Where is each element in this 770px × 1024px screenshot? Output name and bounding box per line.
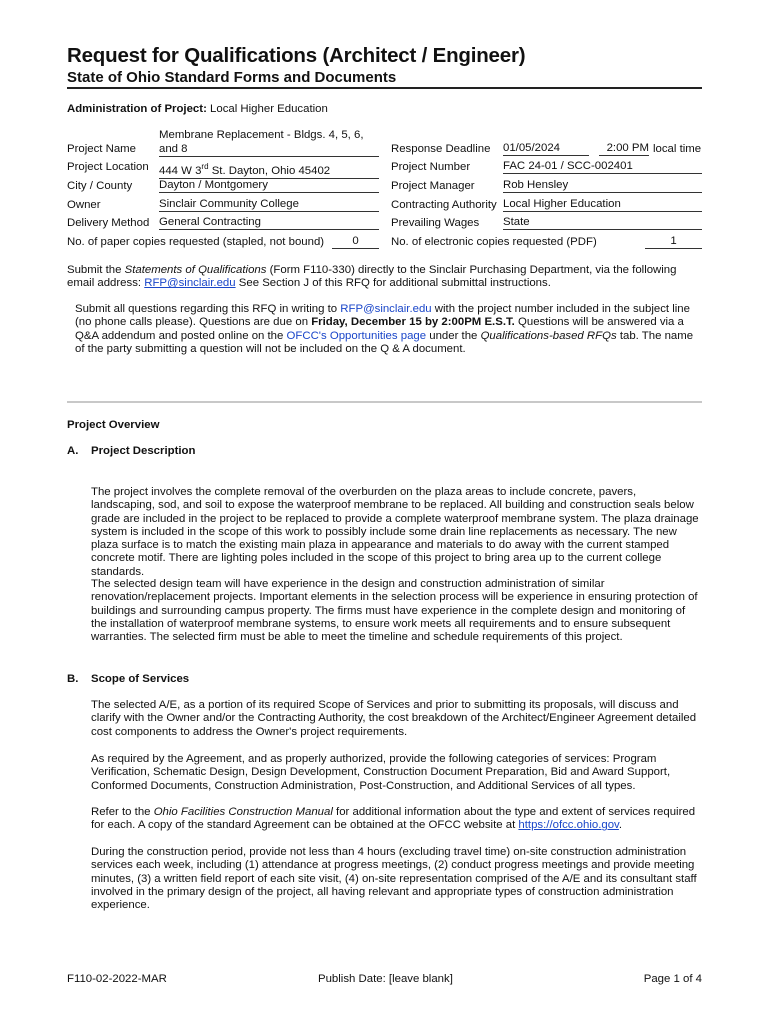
footer-publish-date: Publish Date: [leave blank]	[318, 973, 453, 985]
project-name-line1: Membrane Replacement - Bldgs. 4, 5, 6,	[159, 129, 364, 141]
project-overview-heading: Project Overview	[67, 419, 160, 431]
delivery-method-field: General Contracting	[159, 216, 379, 230]
questions-text: of the party submitting a question will not be included on the Q & A document.	[75, 342, 466, 355]
electronic-copies-field: 1	[645, 235, 702, 249]
section-b-title: Scope of Services	[91, 673, 190, 685]
submit-text: (Form F110-330) directly to the Sinclair Purchasing Department, via the following	[266, 264, 677, 276]
questions-email-link[interactable]: RFP@sinclair.edu	[340, 303, 432, 315]
project-location-field	[159, 160, 379, 179]
submit-text: Submit the	[67, 264, 125, 276]
project-name-field	[159, 129, 379, 157]
project-description-paragraph-1: The project involves the complete removal of the overburden on the plaza areas to include concrete, pavers, landscaping, sod, and soil to expose the waterproof membrane to be replaced. All building and construction seals below grade are included in the project to be replaced to provide a complete waterproof membrane system. The plaza drainage system is included in the scope of this work to possibly include some drain line replacements as necessary. The new plaza surface is to match the existing main plaza in appearance and materials to do away with the current stamped concrete motif. There are lighting poles included in the scope of this project to bring area up to the current college standards.	[91, 486, 699, 578]
project-location-label: Project Location	[67, 161, 149, 173]
project-description-paragraph-2: The selected design team will have experience in the design and construction administration of similar renovation/replacement projects. Important elements in the selection process will be experience in ensuring protection of buildings and surrounding campus property. The firms must have experience in the complete design and monitoring of the installation of waterproof membrane systems, to ensure work meets all requirements and to ensure subsequent warranties. The selected firm must be able to meet the timeline and schedule requirements of this project.	[91, 578, 698, 644]
scope-paragraph-3	[91, 806, 703, 833]
rfq-tab-name: Qualifications-based RFQs	[480, 329, 617, 342]
owner-label: Owner	[67, 199, 101, 211]
questions-text: tab. The name	[616, 329, 694, 342]
project-location-pre: 444 W 3	[159, 164, 202, 177]
scope-paragraph-2: As required by the Agreement, and as properly authorized, provide the following categories of services: Program Verification, Schematic Design, Design Development, Construction Document Preparation, Bid and Award Support, Conformed Documents, Construction Administration, Post-Construction, and Additional Services of all types.	[91, 753, 671, 792]
delivery-method-label: Delivery Method	[67, 217, 150, 229]
ofcc-website-link[interactable]: https://ofcc.ohio.gov	[518, 819, 619, 832]
administration-label: Administration of Project:	[67, 103, 207, 115]
project-location-sup: rd	[201, 162, 209, 171]
scope-text: for additional information about the type and extent of services required for each. A copy of the standard Agreement can be obtained at the OFCC website at	[91, 806, 696, 832]
questions-text: Submit all questions regarding this RFQ in writing to	[75, 303, 341, 315]
scope-text: .	[618, 819, 623, 832]
project-manager-field: Rob Hensley	[503, 179, 702, 193]
response-deadline-label: Response Deadline	[391, 143, 491, 155]
response-time-field: 2:00 PM	[599, 142, 649, 156]
submission-email-link[interactable]: RFP@sinclair.edu	[144, 277, 236, 290]
contracting-authority-field: Local Higher Education	[503, 198, 702, 212]
owner-field: Sinclair Community College	[159, 198, 379, 212]
submit-text: email address:	[67, 277, 145, 290]
prevailing-wages-label: Prevailing Wages	[391, 217, 480, 229]
administration-value: Local Higher Education	[210, 103, 328, 115]
section-b-letter: B.	[67, 673, 79, 685]
submission-instructions	[67, 264, 707, 291]
ofcc-manual-title: Ohio Facilities Construction Manual	[153, 806, 333, 818]
page-title: Request for Qualifications (Architect / Engineer)	[67, 44, 526, 67]
questions-due-date: Friday, December 15 by 2:00PM E.S.T.	[311, 316, 515, 329]
section-divider	[67, 401, 702, 403]
scope-paragraph-4: During the construction period, provide not less than 4 hours (excluding travel time) on-site construction administration services each week, including (1) attendance at progress meetings, (2) conduct progress meetings and provide meeting minutes, (3) a written field report of each site visit, (4) on-site representation comprised of the A/E and its consultant staff involved in the primary design of the project, all having relevant and appropriate types of construction administration experience.	[91, 846, 697, 912]
questions-instructions	[75, 303, 705, 356]
submit-text: See Section J of this RFQ for additional submittal instructions.	[235, 277, 551, 290]
questions-text: under the	[426, 329, 481, 342]
questions-text: Q&A addendum and posted online on the	[75, 329, 287, 342]
project-name-line2: and 8	[159, 142, 188, 155]
project-number-label: Project Number	[391, 161, 471, 173]
header-divider	[67, 87, 702, 89]
questions-text: Questions will be answered via a	[514, 316, 684, 329]
response-date-field: 01/05/2024	[503, 142, 589, 156]
footer-form-id: F110-02-2022-MAR	[67, 973, 167, 985]
questions-text: with the project number included in the subject line	[431, 303, 690, 315]
soq-title: Statements of Qualifications	[124, 264, 267, 276]
contracting-authority-label: Contracting Authority	[391, 199, 497, 211]
city-county-label: City / County	[67, 180, 133, 192]
city-county-field: Dayton / Montgomery	[159, 179, 379, 193]
section-a-letter: A.	[67, 445, 79, 457]
paper-copies-label: No. of paper copies requested (stapled, not bound)	[67, 236, 325, 248]
electronic-copies-label: No. of electronic copies requested (PDF)	[391, 236, 597, 248]
section-a-title: Project Description	[91, 445, 196, 457]
questions-text: (no phone calls please). Questions are due on	[75, 316, 312, 329]
project-location-post: St. Dayton, Ohio 45402	[208, 164, 331, 177]
paper-copies-field: 0	[332, 235, 379, 249]
project-name-label: Project Name	[67, 143, 137, 155]
scope-text: Refer to the	[91, 806, 154, 818]
response-timezone: local time	[653, 143, 702, 155]
scope-paragraph-1: The selected A/E, as a portion of its required Scope of Services and prior to submitting its proposals, will discuss and clarify with the Owner and/or the Contracting Authority, the cost breakdown of the Architect/Engineer Agreement detailed cost components to address the Owner's project requirements.	[91, 699, 697, 738]
page-subtitle: State of Ohio Standard Forms and Documents	[67, 69, 397, 86]
project-number-field: FAC 24-01 / SCC-002401	[503, 160, 702, 174]
prevailing-wages-field: State	[503, 216, 702, 230]
ofcc-opportunities-link[interactable]: OFCC's Opportunities page	[286, 329, 427, 342]
footer-page-number: Page 1 of 4	[643, 973, 702, 985]
project-manager-label: Project Manager	[391, 180, 475, 192]
administration-row	[67, 103, 328, 115]
